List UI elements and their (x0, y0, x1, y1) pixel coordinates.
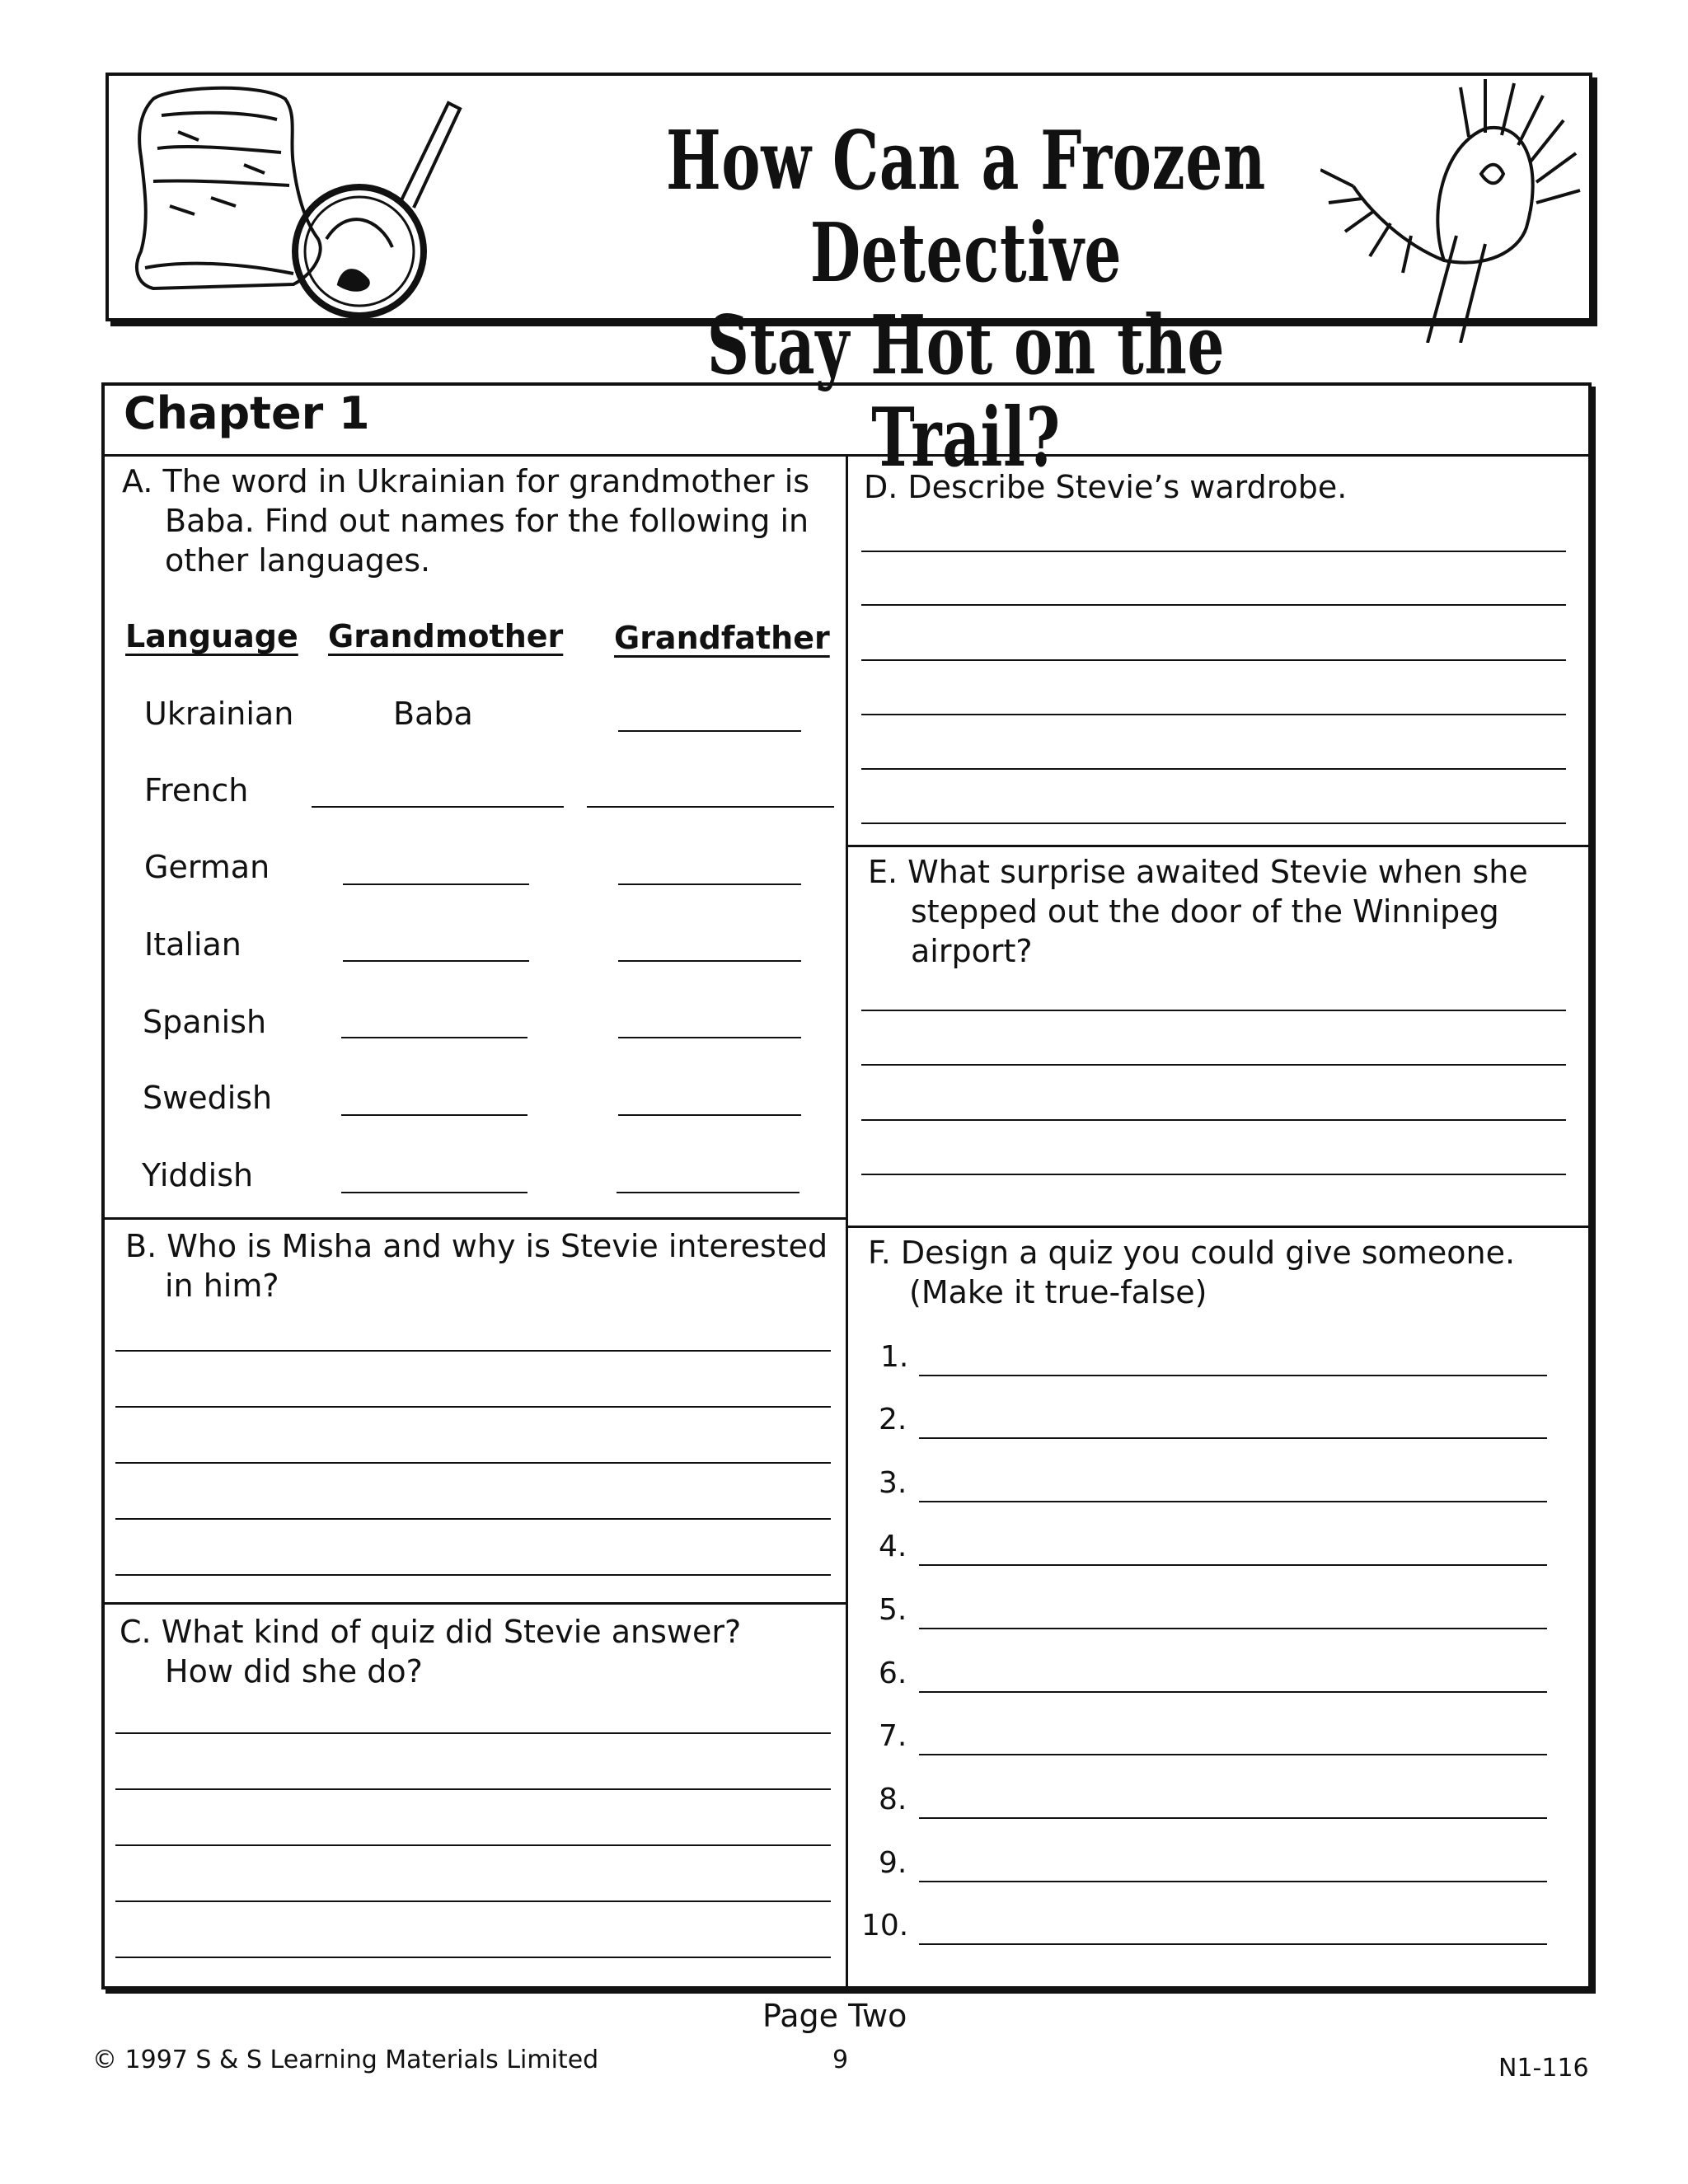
answer-line[interactable] (861, 768, 1566, 770)
answer-line[interactable] (861, 823, 1566, 824)
answer-line[interactable] (343, 883, 529, 885)
language-row: Swedish (143, 1080, 273, 1116)
answer-line[interactable] (861, 714, 1566, 715)
quiz-number: 8. (879, 1783, 907, 1816)
answer-line[interactable] (341, 1192, 528, 1193)
answer-line[interactable] (115, 1350, 831, 1352)
quiz-answer-line[interactable] (919, 1628, 1547, 1629)
ab-divider (105, 1217, 846, 1220)
page-label: Page Two (762, 1998, 907, 2034)
question-a: A. The word in Ukrainian for grandmother is Baba. Find out names for the following in other languages. (122, 463, 810, 579)
answer-line[interactable] (115, 1788, 831, 1790)
answer-line[interactable] (115, 1957, 831, 1958)
answer-line[interactable] (341, 1037, 528, 1038)
language-row: Yiddish (142, 1157, 254, 1193)
quiz-number: 3. (879, 1466, 907, 1500)
quiz-number: 6. (879, 1657, 907, 1690)
answer-line[interactable] (312, 806, 564, 808)
answer-line[interactable] (115, 1462, 831, 1464)
question-c: C. What kind of quiz did Stevie answer? How did she do? (120, 1614, 742, 1690)
quiz-number: 1. (880, 1340, 909, 1374)
language-row: Ukrainian (144, 696, 294, 732)
quiz-answer-line[interactable] (919, 1691, 1547, 1693)
worksheet-title: How Can a Frozen Detective Stay Hot on the Trail? (666, 114, 1266, 485)
language-row: German (144, 849, 270, 885)
answer-line[interactable] (618, 1037, 801, 1038)
answer-line[interactable] (343, 960, 529, 962)
answer-line[interactable] (861, 1010, 1566, 1011)
quiz-answer-line[interactable] (919, 1754, 1547, 1755)
answer-line[interactable] (861, 1064, 1566, 1066)
quiz-number: 7. (879, 1719, 907, 1753)
quiz-answer-line[interactable] (919, 1881, 1547, 1882)
ef-divider (846, 1226, 1588, 1228)
answer-line[interactable] (341, 1114, 528, 1116)
boot-and-magnifying-glass-icon (120, 82, 508, 321)
quiz-number: 2. (879, 1403, 907, 1436)
quiz-answer-line[interactable] (919, 1437, 1547, 1439)
column-divider (846, 456, 848, 1987)
answer-line[interactable] (861, 604, 1566, 606)
answer-line[interactable] (861, 551, 1566, 552)
bc-divider (105, 1602, 846, 1605)
chapter-heading: Chapter 1 (124, 387, 370, 439)
question-d: D. Describe Stevie’s wardrobe. (864, 469, 1348, 505)
header-grandmother: Grandmother (328, 618, 564, 654)
quiz-answer-line[interactable] (919, 1375, 1547, 1376)
header-grandfather: Grandfather (614, 620, 830, 656)
answer-line[interactable] (115, 1518, 831, 1520)
answer-line[interactable] (618, 730, 801, 732)
question-f: F. Design a quiz you could give someone. (Make it true-false) (868, 1235, 1516, 1310)
quiz-answer-line[interactable] (919, 1564, 1547, 1566)
answer-line[interactable] (618, 1114, 801, 1116)
answer-line[interactable] (587, 806, 834, 808)
language-row: French (144, 772, 249, 808)
quiz-number: 9. (879, 1846, 907, 1880)
language-row: Spanish (143, 1004, 267, 1040)
question-b: B. Who is Misha and why is Stevie interested in him? (125, 1228, 828, 1304)
answer-line[interactable] (115, 1844, 831, 1846)
de-divider (846, 845, 1588, 847)
answer-line[interactable] (115, 1900, 831, 1902)
answer-line[interactable] (115, 1732, 831, 1734)
language-row: Italian (144, 926, 241, 963)
answer-line[interactable] (861, 1174, 1566, 1175)
header-language: Language (125, 618, 298, 654)
answer-line[interactable] (861, 1119, 1566, 1121)
answer-line[interactable] (617, 1192, 799, 1193)
venus-flytrap-icon (1320, 71, 1592, 343)
quiz-answer-line[interactable] (919, 1817, 1547, 1819)
answer-line[interactable] (618, 883, 801, 885)
quiz-answer-line[interactable] (919, 1501, 1547, 1502)
question-e: E. What surprise awaited Stevie when she stepped out the door of the Winnipeg airport? (868, 854, 1528, 969)
quiz-number: 5. (879, 1593, 907, 1627)
copyright: © 1997 S & S Learning Materials Limited (92, 2046, 599, 2074)
quiz-answer-line[interactable] (919, 1943, 1547, 1945)
answer-line[interactable] (618, 960, 801, 962)
answer-line[interactable] (861, 659, 1566, 661)
answer-line[interactable] (115, 1574, 831, 1576)
answer-line[interactable] (115, 1406, 831, 1408)
grandmother-answer: Baba (393, 696, 473, 732)
quiz-number: 10. (861, 1909, 909, 1943)
product-code: N1-116 (1498, 2054, 1589, 2083)
quiz-number: 4. (879, 1530, 907, 1563)
page-number: 9 (832, 2046, 849, 2074)
